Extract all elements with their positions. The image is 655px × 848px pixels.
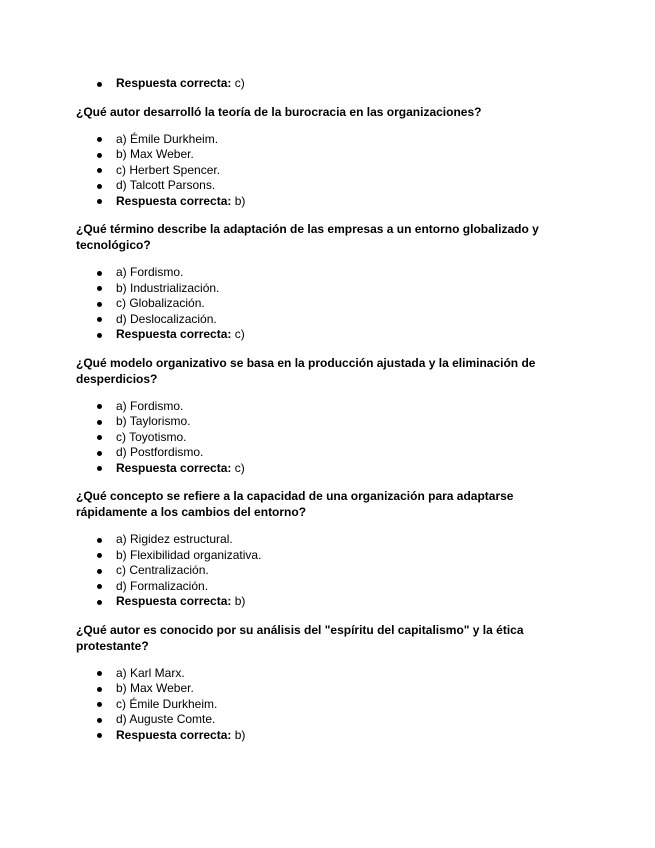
option-item [0, 265, 655, 281]
options-list [0, 265, 655, 343]
option-text: d) Formalización. [116, 578, 209, 593]
options-list [0, 666, 655, 744]
bullet-icon [97, 733, 102, 738]
option-text: c) Émile Durkheim. [116, 696, 218, 711]
option-item [0, 399, 655, 415]
bullet-icon [97, 718, 102, 723]
bullet-icon [97, 420, 102, 425]
answer-item [0, 76, 655, 92]
question-title: ¿Qué autor es conocido por su análisis del "espíritu del capitalismo" y la ética protestante? [76, 622, 524, 653]
bullet-icon [97, 538, 102, 543]
option-text: a) Fordismo. [116, 398, 184, 413]
bullet-icon [97, 404, 102, 409]
bullet-icon [97, 435, 102, 440]
options-list [0, 399, 655, 477]
answer-label: Respuesta correcta: [116, 76, 232, 90]
option-item [0, 132, 655, 148]
bullet-icon [97, 271, 102, 276]
bullet-icon [97, 317, 102, 322]
option-text: b) Taylorismo. [116, 414, 191, 428]
answer-label: Respuesta correcta: [116, 193, 232, 208]
option-text: d) Deslocalización. [116, 311, 217, 326]
bullet-icon [97, 168, 102, 173]
option-item [0, 681, 655, 697]
question-title: ¿Qué concepto se refiere a la capacidad de una organización para adaptarse rápidamente a los cambios del entorno? [76, 489, 514, 519]
option-item [0, 163, 655, 179]
question-title: ¿Qué modelo organizativo se basa en la producción ajustada y la eliminación de desperdicios? [76, 355, 536, 386]
answer-item [0, 327, 655, 343]
option-text: b) Flexibilidad organizativa. [116, 547, 262, 562]
bullet-icon [97, 584, 102, 589]
option-text: c) Herbert Spencer. [116, 162, 221, 177]
option-text: a) Émile Durkheim. [116, 131, 219, 146]
option-item [0, 312, 655, 328]
bullet-icon [97, 553, 102, 558]
option-text: c) Centralización. [116, 563, 209, 577]
answer-label: Respuesta correcta: [116, 327, 232, 341]
bullet-icon [97, 302, 102, 307]
bullet-icon [97, 702, 102, 707]
option-item [0, 666, 655, 682]
answer-value: c) [231, 327, 245, 341]
option-text: a) Fordismo. [116, 265, 184, 279]
option-item [0, 178, 655, 194]
option-text: a) Rigidez estructural. [116, 532, 233, 546]
option-item [0, 147, 655, 163]
options-list [0, 132, 655, 210]
bullet-icon [97, 184, 102, 189]
options-list [0, 532, 655, 610]
option-item [0, 697, 655, 713]
answer-value: c) [231, 460, 245, 475]
option-item [0, 445, 655, 461]
answer-item [0, 594, 655, 610]
question-title: ¿Qué término describe la adaptación de las empresas a un entorno globalizado y tecnológico? [76, 222, 539, 252]
option-item [0, 430, 655, 446]
option-text: d) Auguste Comte. [116, 712, 216, 726]
bullet-icon [97, 600, 102, 605]
bullet-icon [97, 451, 102, 456]
option-text: b) Industrialización. [116, 280, 220, 295]
bullet-icon [97, 286, 102, 291]
bullet-icon [97, 333, 102, 338]
option-item [0, 414, 655, 430]
bullet-icon [97, 82, 102, 87]
option-item [0, 579, 655, 595]
answer-label: Respuesta correcta: [116, 460, 232, 475]
question-title: ¿Qué autor desarrolló la teoría de la burocracia en las organizaciones? [76, 104, 482, 119]
option-item [0, 532, 655, 548]
option-item [0, 296, 655, 312]
answer-value: b) [231, 594, 246, 608]
option-text: c) Globalización. [116, 296, 205, 310]
bullet-icon [97, 671, 102, 676]
answer-item [0, 461, 655, 477]
bullet-icon [97, 466, 102, 471]
option-item [0, 712, 655, 728]
bullet-icon [97, 199, 102, 204]
bullet-icon [97, 569, 102, 574]
option-text: d) Postfordismo. [116, 445, 204, 459]
bullet-icon [97, 687, 102, 692]
answer-value: b) [231, 193, 246, 208]
answer-value: c) [231, 76, 245, 90]
answer-value: b) [231, 727, 246, 742]
option-text: b) Max Weber. [116, 147, 194, 161]
answer-item [0, 194, 655, 210]
bullet-icon [97, 153, 102, 158]
bullet-icon [97, 137, 102, 142]
option-text: b) Max Weber. [116, 681, 194, 695]
option-item [0, 563, 655, 579]
option-item [0, 281, 655, 297]
answer-label: Respuesta correcta: [116, 594, 232, 608]
option-text: d) Talcott Parsons. [116, 178, 216, 192]
answer-label: Respuesta correcta: [116, 727, 232, 742]
option-text: a) Karl Marx. [116, 665, 185, 680]
option-item [0, 548, 655, 564]
answer-list-previous [0, 76, 655, 92]
answer-item [0, 728, 655, 744]
option-text: c) Toyotismo. [116, 429, 187, 444]
